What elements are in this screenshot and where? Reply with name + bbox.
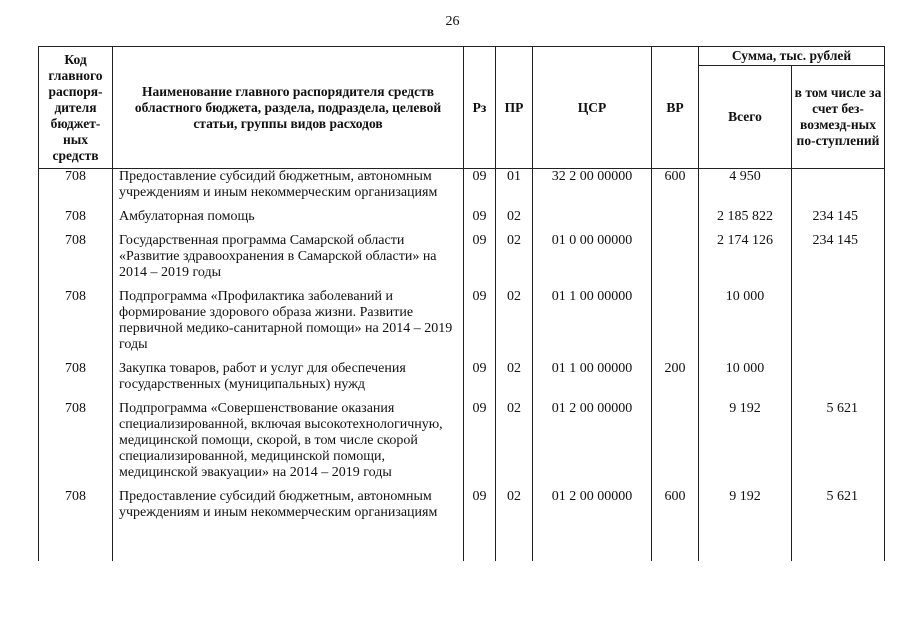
cell-code: 708 <box>39 489 113 521</box>
cell-name: Предоставление субсидий бюджетным, автономным учреждениям и иным некоммерческим организациям <box>113 489 464 521</box>
header-total: Всего <box>699 66 792 169</box>
cell-pr: 02 <box>496 401 533 481</box>
spacer-cell <box>39 353 113 361</box>
cell-free <box>792 361 885 393</box>
cell-rz: 09 <box>464 233 496 281</box>
cell-code: 708 <box>39 289 113 353</box>
cell-total: 10 000 <box>699 289 792 353</box>
cell-pr: 02 <box>496 209 533 225</box>
spacer-cell <box>496 481 533 489</box>
spacer-cell <box>464 481 496 489</box>
cell-pr: 02 <box>496 233 533 281</box>
cell-vr: 600 <box>652 489 699 521</box>
padding-cell <box>533 521 652 561</box>
spacer-cell <box>699 393 792 401</box>
cell-pr: 02 <box>496 289 533 353</box>
spacer-cell <box>39 281 113 289</box>
spacer-cell <box>496 393 533 401</box>
spacer-cell <box>113 481 464 489</box>
spacer-cell <box>699 353 792 361</box>
spacer-cell <box>464 353 496 361</box>
bottom-padding-row <box>39 521 885 561</box>
spacer-cell <box>39 201 113 209</box>
spacer-cell <box>39 225 113 233</box>
header-rz: Рз <box>464 47 496 169</box>
row-spacer <box>39 281 885 289</box>
spacer-cell <box>113 225 464 233</box>
spacer-cell <box>533 353 652 361</box>
header-sum-group: Сумма, тыс. рублей <box>699 47 885 66</box>
table-row <box>39 289 885 353</box>
header-csr: ЦСР <box>533 47 652 169</box>
spacer-cell <box>39 393 113 401</box>
spacer-cell <box>496 225 533 233</box>
spacer-cell <box>113 393 464 401</box>
cell-csr: 01 1 00 00000 <box>533 289 652 353</box>
spacer-cell <box>652 481 699 489</box>
cell-rz: 09 <box>464 401 496 481</box>
cell-free: 234 145 <box>792 233 885 281</box>
padding-cell <box>113 521 464 561</box>
page-number: 26 <box>445 14 460 29</box>
cell-code: 708 <box>39 233 113 281</box>
header-free: в том числе за счет без-возмезд-ных по-ступлений <box>792 66 885 169</box>
cell-csr: 01 1 00 00000 <box>533 361 652 393</box>
cell-name: Предоставление субсидий бюджетным, автономным учреждениям и иным некоммерческим организациям <box>113 169 464 202</box>
spacer-cell <box>533 481 652 489</box>
cell-free: 5 621 <box>792 489 885 521</box>
spacer-cell <box>792 393 885 401</box>
table-row <box>39 169 885 202</box>
spacer-cell <box>652 281 699 289</box>
cell-free: 5 621 <box>792 401 885 481</box>
cell-total: 9 192 <box>699 489 792 521</box>
padding-cell <box>39 521 113 561</box>
row-spacer <box>39 481 885 489</box>
spacer-cell <box>792 201 885 209</box>
spacer-cell <box>464 281 496 289</box>
cell-csr: 01 0 00 00000 <box>533 233 652 281</box>
budget-table <box>38 46 885 561</box>
spacer-cell <box>464 393 496 401</box>
cell-total: 10 000 <box>699 361 792 393</box>
padding-cell <box>699 521 792 561</box>
cell-total: 2 185 822 <box>699 209 792 225</box>
header-name: Наименование главного распорядителя средств областного бюджета, раздела, подраздела, целевой статьи, группы видов расходов <box>113 47 464 169</box>
header-vr: ВР <box>652 47 699 169</box>
spacer-cell <box>792 481 885 489</box>
spacer-cell <box>652 353 699 361</box>
cell-vr <box>652 209 699 225</box>
cell-name: Амбулаторная помощь <box>113 209 464 225</box>
spacer-cell <box>533 393 652 401</box>
spacer-cell <box>792 353 885 361</box>
cell-free: 234 145 <box>792 209 885 225</box>
spacer-cell <box>792 281 885 289</box>
cell-csr: 01 2 00 00000 <box>533 489 652 521</box>
spacer-cell <box>464 225 496 233</box>
cell-rz: 09 <box>464 289 496 353</box>
cell-name: Подпрограмма «Совершенствование оказания специализированной, включая высокотехнологичную, медицинской помощи, скорой, в том числе скорой специализированной, медицинской помощи, медицинской эвакуации» на 2014 – 2019 годы <box>113 401 464 481</box>
padding-cell <box>464 521 496 561</box>
cell-total: 2 174 126 <box>699 233 792 281</box>
spacer-cell <box>496 281 533 289</box>
cell-code: 708 <box>39 169 113 202</box>
table-row <box>39 361 885 393</box>
spacer-cell <box>699 225 792 233</box>
spacer-cell <box>113 281 464 289</box>
spacer-cell <box>39 481 113 489</box>
table-row <box>39 233 885 281</box>
cell-csr: 32 2 00 00000 <box>533 169 652 202</box>
cell-vr <box>652 233 699 281</box>
cell-csr <box>533 209 652 225</box>
padding-cell <box>496 521 533 561</box>
cell-vr: 600 <box>652 169 699 202</box>
cell-total: 9 192 <box>699 401 792 481</box>
spacer-cell <box>699 281 792 289</box>
cell-pr: 01 <box>496 169 533 202</box>
spacer-cell <box>792 225 885 233</box>
cell-vr: 200 <box>652 361 699 393</box>
cell-name: Государственная программа Самарской области «Развитие здравоохранения в Самарской области» на 2014 – 2019 годы <box>113 233 464 281</box>
cell-free <box>792 169 885 202</box>
spacer-cell <box>113 353 464 361</box>
cell-pr: 02 <box>496 361 533 393</box>
cell-rz: 09 <box>464 209 496 225</box>
header-pr: ПР <box>496 47 533 169</box>
spacer-cell <box>652 225 699 233</box>
cell-total: 4 950 <box>699 169 792 202</box>
spacer-cell <box>699 481 792 489</box>
table-row <box>39 489 885 521</box>
spacer-cell <box>533 201 652 209</box>
padding-cell <box>792 521 885 561</box>
cell-vr <box>652 401 699 481</box>
cell-code: 708 <box>39 361 113 393</box>
table-row <box>39 209 885 225</box>
cell-rz: 09 <box>464 489 496 521</box>
cell-name: Подпрограмма «Профилактика заболеваний и формирование здорового образа жизни. Развитие первичной медико-санитарной помощи» на 2014 – 2019 годы <box>113 289 464 353</box>
row-spacer <box>39 201 885 209</box>
header-code: Код главного распоря-дителя бюджет-ных средств <box>39 47 113 169</box>
spacer-cell <box>699 201 792 209</box>
spacer-cell <box>113 201 464 209</box>
row-spacer <box>39 393 885 401</box>
cell-pr: 02 <box>496 489 533 521</box>
padding-cell <box>652 521 699 561</box>
row-spacer <box>39 353 885 361</box>
cell-rz: 09 <box>464 169 496 202</box>
cell-rz: 09 <box>464 361 496 393</box>
spacer-cell <box>496 353 533 361</box>
cell-csr: 01 2 00 00000 <box>533 401 652 481</box>
cell-vr <box>652 289 699 353</box>
cell-code: 708 <box>39 401 113 481</box>
spacer-cell <box>496 201 533 209</box>
spacer-cell <box>533 225 652 233</box>
row-spacer <box>39 225 885 233</box>
spacer-cell <box>652 393 699 401</box>
cell-free <box>792 289 885 353</box>
cell-name: Закупка товаров, работ и услуг для обеспечения государственных (муниципальных) нужд <box>113 361 464 393</box>
spacer-cell <box>533 281 652 289</box>
spacer-cell <box>464 201 496 209</box>
table-row <box>39 401 885 481</box>
spacer-cell <box>652 201 699 209</box>
cell-code: 708 <box>39 209 113 225</box>
